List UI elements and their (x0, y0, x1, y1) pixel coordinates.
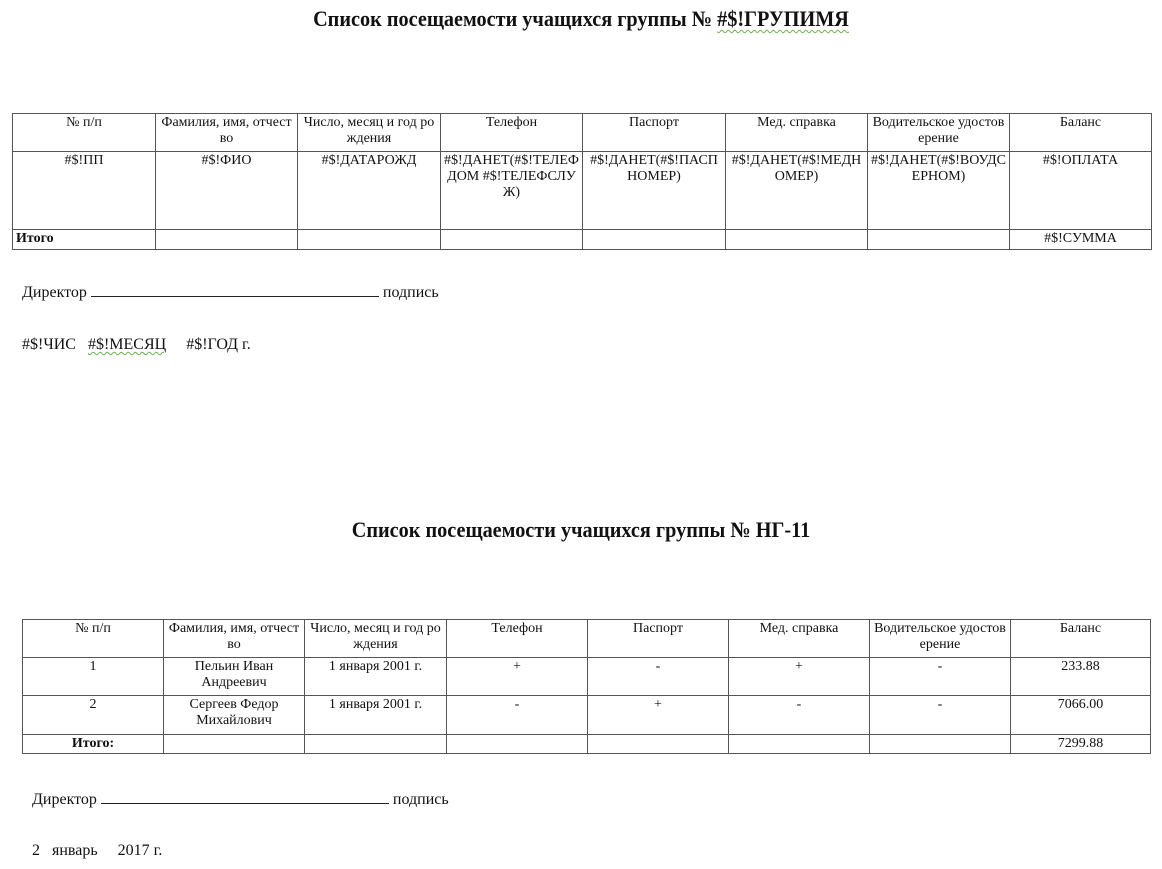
header-cell: Телефон (441, 114, 583, 152)
cell-license: - (870, 658, 1011, 696)
header-cell: Паспорт (588, 620, 729, 658)
template-title (46, 6, 1115, 32)
header-cell: Телефон (447, 620, 588, 658)
cell-birthdate: 1 января 2001 г. (305, 696, 447, 735)
empty-cell (156, 230, 298, 250)
report-total-row (23, 735, 1151, 754)
report-date-line (32, 842, 162, 860)
header-cell: № п/п (23, 620, 164, 658)
empty-cell (588, 735, 729, 754)
empty-cell (305, 735, 447, 754)
cell-passport: #$!ДАНЕТ(#$!ПАСПНОМЕР) (583, 152, 726, 230)
header-cell: Паспорт (583, 114, 726, 152)
header-cell: Баланс (1011, 620, 1151, 658)
header-cell: Число, месяц и год рождения (298, 114, 441, 152)
report-header-row (23, 620, 1151, 658)
signature-blank (101, 789, 389, 804)
cell-balance: 7066.00 (1011, 696, 1151, 735)
cell-balance: 233.88 (1011, 658, 1151, 696)
signature-label: подпись (382, 284, 439, 301)
total-value: #$!СУММА (1010, 230, 1152, 250)
template-group-variable: #$!ГРУПИМЯ (717, 6, 849, 31)
cell-medical: + (729, 658, 870, 696)
signature-label: подпись (392, 791, 449, 808)
header-cell: Водительское удостоверение (868, 114, 1010, 152)
cell-license: - (870, 696, 1011, 735)
cell-name: #$!ФИО (156, 152, 298, 230)
empty-cell (164, 735, 305, 754)
cell-birthdate: #$!ДАТАРОЖД (298, 152, 441, 230)
header-cell: Мед. справка (726, 114, 868, 152)
header-cell: Фамилия, имя, отчество (156, 114, 298, 152)
cell-name: Пельин Иван Андреевич (164, 658, 305, 696)
cell-medical: - (729, 696, 870, 735)
empty-cell (583, 230, 726, 250)
template-total-row (13, 230, 1152, 250)
empty-cell (441, 230, 583, 250)
template-table (12, 113, 1152, 250)
cell-phone: - (447, 696, 588, 735)
total-value: 7299.88 (1011, 735, 1151, 754)
header-cell: Баланс (1010, 114, 1152, 152)
total-label: Итого: (23, 735, 164, 754)
date-month: #$!МЕСЯЦ (87, 336, 167, 353)
empty-cell (298, 230, 441, 250)
empty-cell (726, 230, 868, 250)
cell-medical: #$!ДАНЕТ(#$!МЕДНОМЕР) (726, 152, 868, 230)
empty-cell (729, 735, 870, 754)
cell-birthdate: 1 января 2001 г. (305, 658, 447, 696)
total-label: Итого (13, 230, 156, 250)
template-title-text: Список посещаемости учащихся группы № (313, 6, 718, 31)
header-cell: Водительское удостоверение (870, 620, 1011, 658)
header-cell: Фамилия, имя, отчество (164, 620, 305, 658)
empty-cell (447, 735, 588, 754)
date-day: 2 (32, 842, 40, 859)
date-year: 2017 г. (117, 842, 163, 859)
report-table (22, 619, 1151, 754)
header-cell: Число, месяц и год рождения (305, 620, 447, 658)
date-day: #$!ЧИС (22, 336, 76, 353)
cell-passport: - (588, 658, 729, 696)
header-cell: № п/п (13, 114, 156, 152)
header-cell: Мед. справка (729, 620, 870, 658)
signature-blank (91, 282, 379, 297)
empty-cell (868, 230, 1010, 250)
cell-name: Сергеев Федор Михайлович (164, 696, 305, 735)
template-signature-line (22, 282, 439, 302)
director-label: Директор (22, 284, 87, 301)
date-year: #$!ГОД г. (186, 336, 251, 353)
template-data-row (13, 152, 1152, 230)
template-date-line (22, 336, 251, 354)
empty-cell (870, 735, 1011, 754)
template-header-row (13, 114, 1152, 152)
cell-number: 2 (23, 696, 164, 735)
cell-balance: #$!ОПЛАТА (1010, 152, 1152, 230)
cell-phone[interactable]: #$!ДАНЕТ(#$!ТЕЛЕФДОМ #$!ТЕЛЕФСЛУЖ) (441, 152, 583, 230)
cell-number: 1 (23, 658, 164, 696)
report-title: Список посещаемости учащихся группы № НГ-11 (351, 517, 811, 542)
table-row (23, 696, 1151, 735)
table-row (23, 658, 1151, 696)
date-month: январь (52, 842, 98, 859)
cell-number: #$!ПП (13, 152, 156, 230)
director-label: Директор (32, 791, 97, 808)
report-signature-line (32, 789, 449, 809)
cell-phone: + (447, 658, 588, 696)
cell-passport: + (588, 696, 729, 735)
cell-license: #$!ДАНЕТ(#$!ВОУДСЕРНОМ) (868, 152, 1010, 230)
